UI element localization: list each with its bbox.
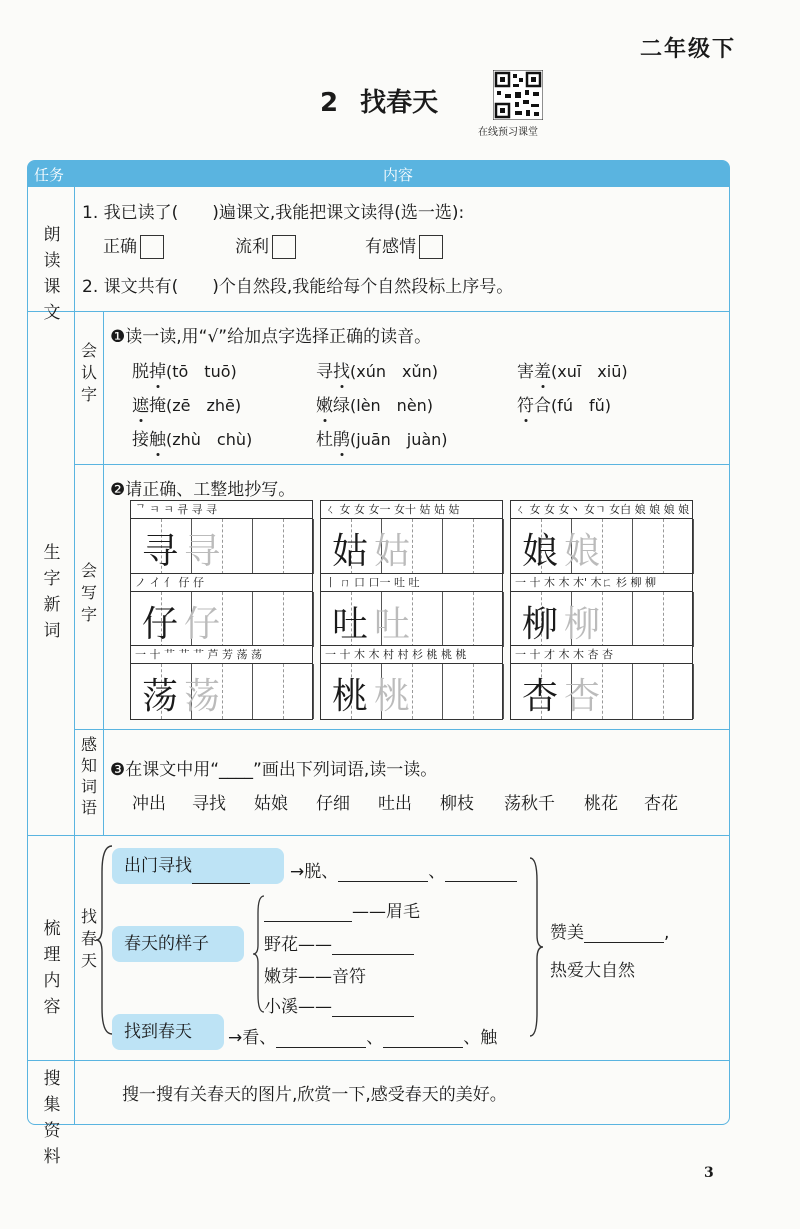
qr-code-icon[interactable] (493, 70, 543, 120)
recognize-item (132, 391, 241, 416)
vocab-word: 寻找 (192, 794, 226, 814)
task-new-words: 生字新词 (43, 543, 61, 641)
stream-text: 小溪—— (264, 997, 332, 1017)
trace-char: 杏 (563, 676, 600, 717)
pinyin-options[interactable]: (lèn nèn) (350, 396, 434, 415)
task-outline: 梳理内容 (43, 919, 61, 1017)
qr-caption: 在线预习课堂 (478, 127, 538, 138)
lesson-title (320, 82, 438, 119)
stroke-order: 一 十 木 木 村 村 杉 桃 桃 桃 (321, 646, 502, 664)
model-char: 吐 (331, 604, 368, 645)
writing-cell[interactable] (223, 592, 254, 647)
recognize-item (316, 357, 438, 382)
option-correct-label: 正确 (103, 237, 137, 257)
write-card (130, 573, 313, 648)
eyebrow-text: ——眉毛 (352, 902, 420, 922)
outline-eyebrow (264, 897, 420, 922)
writing-cell[interactable] (253, 519, 284, 574)
vocab-word: 桃花 (584, 794, 618, 814)
stroke-order: ㄑ 女 女 女一 女十 姑 姑 姑 (321, 501, 502, 519)
writing-cell[interactable] (664, 664, 695, 719)
write-card (320, 573, 503, 648)
read-option-3 (365, 232, 443, 259)
write-card (510, 500, 693, 575)
dotted-char: 鹃 (333, 430, 350, 450)
recognize-item (517, 357, 628, 382)
outline-brace-right (528, 855, 544, 1039)
trace-char: 寻 (183, 531, 220, 572)
option-fluent-checkbox[interactable] (272, 235, 296, 259)
pinyin-options[interactable]: (tō tuō) (166, 362, 237, 381)
vocab-word: 柳枝 (440, 794, 474, 814)
table-header (28, 161, 729, 187)
step-1-arrow-text: →脱、 (290, 862, 339, 882)
step-1-label: 出门寻找 (124, 856, 192, 876)
step-1-blank[interactable] (192, 865, 250, 884)
trace-char: 吐 (373, 604, 410, 645)
outline-stream (264, 992, 414, 1017)
vocab-word: 荡秋千 (504, 794, 555, 814)
stream-blank[interactable] (332, 998, 414, 1017)
outline-step-1 (112, 848, 284, 884)
vocab-word: 吐出 (378, 794, 412, 814)
step-1-arrow (290, 857, 517, 882)
writing-cell[interactable] (633, 592, 664, 647)
pinyin-options[interactable]: (zē zhē) (166, 396, 242, 415)
row-divider (74, 464, 729, 465)
word-char: 害 (517, 362, 534, 382)
writing-cell[interactable] (223, 664, 254, 719)
wildflower-text: 野花—— (264, 935, 332, 955)
header-task: 任务 (34, 166, 65, 184)
trace-char: 荡 (183, 676, 220, 717)
trace-char: 柳 (563, 604, 600, 645)
pinyin-options[interactable]: (xún xǔn) (350, 362, 438, 381)
step-3-arrow (228, 1023, 497, 1048)
praise-text: 赞美 (550, 923, 584, 943)
writing-cell[interactable] (603, 519, 634, 574)
recognize-item (132, 357, 237, 382)
touch-text: 、触 (463, 1028, 498, 1048)
vocab-word: 杏花 (644, 794, 678, 814)
row-divider (28, 311, 729, 312)
writing-cell[interactable] (633, 664, 664, 719)
writing-cell[interactable] (284, 664, 315, 719)
row-divider (28, 1060, 729, 1061)
word-char: 寻 (316, 362, 333, 382)
writing-cell[interactable] (284, 519, 315, 574)
write-card (320, 645, 503, 720)
lesson-number: 2 (320, 88, 339, 118)
writing-cell[interactable] (253, 592, 284, 647)
write-instruction: ❷请正确、工整地抄写。 (110, 480, 296, 500)
stroke-order: 丨 ㄇ 口 口一 吐 吐 (321, 574, 502, 592)
row-divider (28, 835, 729, 836)
model-char: 桃 (331, 676, 368, 717)
stroke-order: 一 十 木 木 木' 木ㄈ 杉 柳 柳 (511, 574, 692, 592)
eyebrow-blank[interactable] (264, 903, 352, 922)
writing-cell[interactable] (253, 664, 284, 719)
praise-blank[interactable] (584, 924, 664, 943)
dotted-char: 符 (517, 396, 534, 416)
model-char: 柳 (521, 604, 558, 645)
header-content: 内容 (383, 166, 414, 184)
collect-text: 搜一搜有关春天的图片,欣赏一下,感受春天的美好。 (122, 1085, 507, 1105)
grade-label: 二年级下 (640, 37, 737, 62)
sub-write: 会写字 (80, 561, 97, 624)
writing-cell[interactable] (443, 592, 474, 647)
recognize-item (316, 425, 448, 450)
writing-cell[interactable] (474, 664, 505, 719)
recognize-instruction: ❶读一读,用“√”给加点字选择正确的读音。 (110, 327, 432, 347)
dotted-char: 羞 (534, 362, 551, 382)
stroke-order: ᄀ ㅋ ㅋ 큐 寻 寻 (131, 501, 312, 519)
trace-char: 姑 (373, 531, 410, 572)
recognize-item (132, 425, 252, 450)
writing-cell[interactable] (413, 519, 444, 574)
writing-cell[interactable] (664, 592, 695, 647)
praise-tail: , (664, 923, 670, 943)
write-card (510, 645, 693, 720)
dotted-char: 找 (333, 362, 350, 382)
perceive-instruction: ❸在课文中用“____”画出下列词语,读一读。 (110, 760, 438, 780)
writing-cell[interactable] (664, 519, 695, 574)
dotted-char: 遮 (132, 396, 149, 416)
writing-cell[interactable] (413, 664, 444, 719)
writing-cell[interactable] (633, 519, 664, 574)
task-column-divider (74, 187, 75, 1124)
writing-cell[interactable] (284, 592, 315, 647)
option-expressive-label: 有感情 (365, 237, 416, 257)
sub-recognize: 会认字 (80, 341, 97, 404)
outline-step-2: 春天的样子 (112, 926, 244, 962)
page-number: 3 (704, 1165, 714, 1181)
subtask-column-divider (103, 311, 104, 835)
option-fluent-label: 流利 (235, 237, 269, 257)
step-1-sep: 、 (428, 862, 446, 882)
dotted-char: 触 (149, 430, 166, 450)
write-card (130, 645, 313, 720)
model-char: 仔 (141, 604, 178, 645)
read-option-1 (103, 232, 164, 259)
recognize-item (517, 391, 611, 416)
lesson-title-text: 找春天 (360, 88, 439, 118)
writing-cell[interactable] (413, 592, 444, 647)
write-card (130, 500, 313, 575)
word-char: 脱 (132, 362, 149, 382)
step-3-blank-2[interactable] (383, 1029, 463, 1048)
writing-cell[interactable] (223, 519, 254, 574)
sub-perceive: 感知词语 (80, 735, 97, 817)
word-char: 杜 (316, 430, 333, 450)
outline-love: 热爱大自然 (550, 961, 635, 981)
pinyin-options[interactable]: (juān juàn) (350, 430, 448, 449)
step-3-blank-1[interactable] (276, 1029, 366, 1048)
dotted-char: 嫩 (316, 396, 333, 416)
option-correct-checkbox[interactable] (140, 235, 164, 259)
pinyin-options[interactable]: (xuī xiū) (551, 362, 628, 381)
stroke-order: 一 十 艹 艹 艹 芦 芳 荡 荡 (131, 646, 312, 664)
wildflower-blank[interactable] (332, 936, 414, 955)
outline-step-3: 找到春天 (112, 1014, 224, 1050)
outline-root: 找春天 (80, 907, 97, 970)
option-expressive-checkbox[interactable] (419, 235, 443, 259)
model-char: 姑 (331, 531, 368, 572)
writing-cell[interactable] (474, 592, 505, 647)
stroke-order: ノ イ 亻 仔 仔 (131, 574, 312, 592)
row-divider (74, 729, 729, 730)
task-read-aloud: 朗读课文 (43, 225, 61, 323)
model-char: 寻 (141, 531, 178, 572)
outline-wildflower (264, 930, 414, 955)
read-question-1: 1. 我已读了( )遍课文,我能把课文读得(选一选): (82, 203, 465, 223)
model-char: 娘 (521, 531, 558, 572)
vocab-word: 仔细 (316, 794, 350, 814)
trace-char: 仔 (183, 604, 220, 645)
read-question-2: 2. 课文共有( )个自然段,我能给每个自然段标上序号。 (82, 277, 514, 297)
stroke-order: ㄑ 女 女 女丶 女ㄱ 女白 娘 娘 娘 娘 (511, 501, 692, 519)
dotted-char: 掉 (149, 362, 166, 382)
pinyin-options[interactable]: (zhù chù) (166, 430, 253, 449)
outline-praise (550, 918, 669, 943)
step-3-arrow-text: →看、 (228, 1028, 277, 1048)
write-card (510, 573, 693, 648)
outline-brace-left (94, 842, 114, 1038)
outline-sprout: 嫩芽——音符 (264, 967, 366, 987)
pinyin-options[interactable]: (fú fǔ) (551, 396, 612, 415)
vocab-word: 姑娘 (254, 794, 288, 814)
vocab-word: 冲出 (132, 794, 166, 814)
model-char: 杏 (521, 676, 558, 717)
writing-cell[interactable] (443, 519, 474, 574)
word-char: 掩 (149, 396, 166, 416)
writing-cell[interactable] (474, 519, 505, 574)
writing-cell[interactable] (603, 664, 634, 719)
stroke-order: 一 十 才 木 木 杏 杏 (511, 646, 692, 664)
trace-char: 桃 (373, 676, 410, 717)
word-char: 接 (132, 430, 149, 450)
model-char: 荡 (141, 676, 178, 717)
step-1-blank-3[interactable] (445, 863, 517, 882)
task-collect: 搜集资料 (43, 1069, 61, 1167)
step-1-blank-2[interactable] (338, 863, 428, 882)
trace-char: 娘 (563, 531, 600, 572)
writing-cell[interactable] (603, 592, 634, 647)
writing-cell[interactable] (443, 664, 474, 719)
recognize-item (316, 391, 433, 416)
step-3-sep: 、 (366, 1028, 384, 1048)
write-card (320, 500, 503, 575)
word-char: 绿 (333, 396, 350, 416)
read-option-2 (235, 232, 296, 259)
word-char: 合 (534, 396, 551, 416)
